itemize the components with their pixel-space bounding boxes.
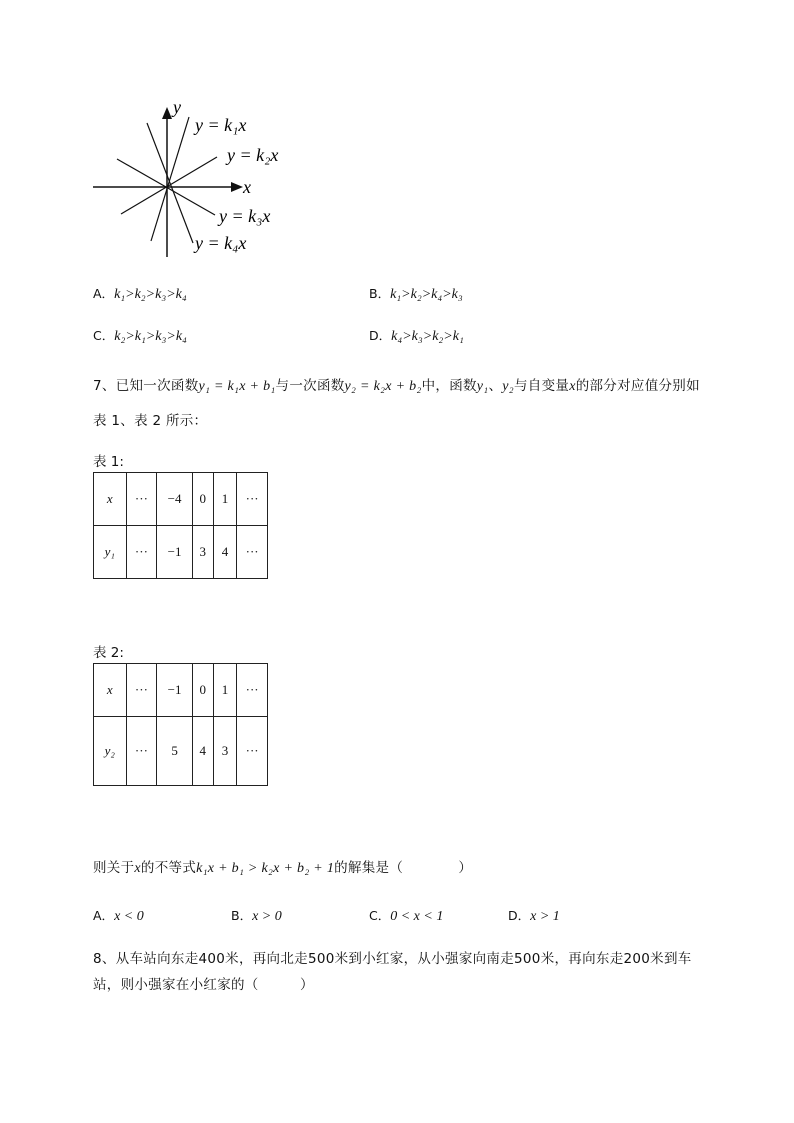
table2 — [93, 663, 268, 786]
table1-cell: 4 — [213, 526, 237, 579]
table1-cell: −1 — [157, 526, 193, 579]
table1-cell: ··· — [126, 473, 157, 526]
q6-option-b[interactable]: B．k₁>k₂>k₄>k₃ — [369, 286, 463, 302]
table2-cell: −1 — [157, 664, 193, 717]
table1-cell: 1 — [213, 473, 237, 526]
q7-option-a[interactable]: A．x < 0 — [93, 908, 144, 924]
x-axis-arrow — [231, 182, 243, 192]
q7-option-d[interactable]: D．x > 1 — [508, 908, 560, 924]
table2-cell: 4 — [192, 717, 213, 786]
q8-stem-line1: 8、从车站向东走400米，再向北走500米到小红家，从小强家向南走500米，再向东走200米到车 — [93, 951, 692, 967]
table2-cell: ··· — [237, 664, 268, 717]
table2-caption: 表 2: — [93, 645, 124, 661]
q8-stem-line2: 站，则小强家在小红家的（ ） — [93, 977, 314, 993]
y-axis-label: y — [173, 97, 181, 117]
q7-question: 则关于x的不等式k₁x + b₁ > k₂x + b₂ + 1的解集是（ ） — [93, 860, 473, 876]
table1-caption: 表 1: — [93, 454, 124, 470]
line-k4 — [147, 123, 193, 243]
table2-cell: ··· — [237, 717, 268, 786]
table2-cell: ··· — [126, 717, 157, 786]
line-k1 — [151, 117, 189, 241]
table2-cell: ··· — [126, 664, 157, 717]
table2-cell: 0 — [192, 664, 213, 717]
q6-option-d[interactable]: D．k₄>k₃>k₂>k₁ — [369, 328, 464, 344]
label-k1: y = k₁x — [195, 115, 247, 135]
table2-cell: 3 — [213, 717, 237, 786]
table1-cell: ··· — [237, 473, 268, 526]
x-axis-label: x — [243, 177, 251, 197]
label-k3: y = k₃x — [219, 206, 271, 226]
table2-cell: x — [94, 664, 127, 717]
table1-cell: ··· — [237, 526, 268, 579]
table1-cell: 3 — [192, 526, 213, 579]
q7-option-c[interactable]: C．0 < x < 1 — [369, 908, 444, 924]
q7-option-b[interactable]: B．x > 0 — [231, 908, 282, 924]
q7-stem-line1: 7、已知一次函数y₁ = k₁x + b₁与一次函数y₂ = k₂x + b₂中，函数y₁、y₂与自变量x的部分对应值分别如 — [93, 378, 700, 394]
q6-option-c[interactable]: C．k₂>k₁>k₃>k₄ — [93, 328, 187, 344]
label-k4: y = k₄x — [195, 233, 247, 253]
table2-cell: y₂ — [94, 717, 127, 786]
table1-cell: 0 — [192, 473, 213, 526]
table2-cell: 1 — [213, 664, 237, 717]
table2-cell: 5 — [157, 717, 193, 786]
q6-option-a[interactable]: A．k₁>k₂>k₃>k₄ — [93, 286, 187, 302]
y-axis-arrow — [162, 107, 172, 119]
table1-cell: −4 — [157, 473, 193, 526]
linear-functions-figure — [85, 95, 305, 265]
table1-cell: x — [94, 473, 127, 526]
line-k2 — [121, 157, 217, 214]
table1-cell: y₁ — [94, 526, 127, 579]
q7-stem-line2: 表 1、表 2 所示： — [93, 413, 208, 429]
label-k2: y = k₂x — [227, 145, 279, 165]
table1-cell: ··· — [126, 526, 157, 579]
table1 — [93, 472, 268, 579]
